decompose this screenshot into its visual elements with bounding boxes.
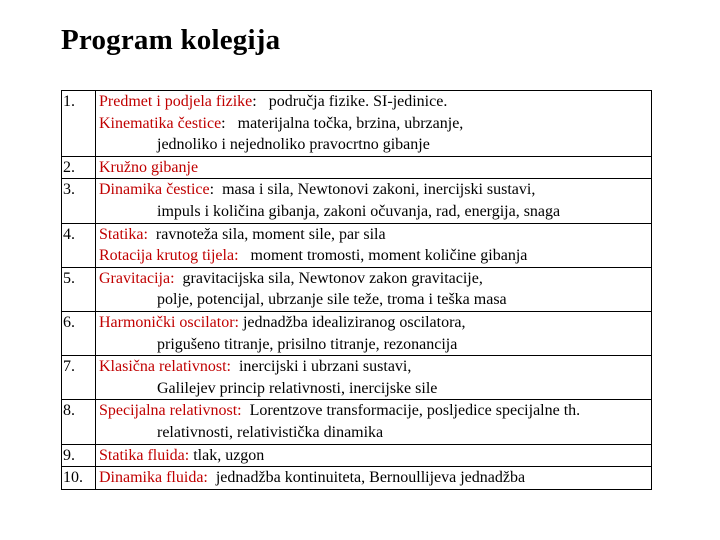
topic-description: moment tromosti, moment količine gibanja [238,247,528,265]
table-row [62,91,652,157]
topic-description: jednadžba idealiziranog oscilatora, [238,313,466,331]
topic-label: Dinamika čestice [99,181,210,199]
topic-description: područja fizike. SI-jedinice. [256,93,448,110]
table-row [62,311,652,355]
content-line [99,400,651,422]
content-line [99,334,651,356]
topic-description: jednoliko i nejednoliko pravocrtno gibanje [157,136,430,154]
table-row [62,444,652,467]
topic-description: materijalna točka, brzina, ubrzanje, [225,114,464,132]
content-line [99,467,651,489]
content-line [99,179,651,201]
topic-description: polje, potencijal, ubrzanje sile teže, troma i teška masa [157,291,507,309]
topic-label: Specijalna relativnost: [99,402,242,420]
topic-label: Rotacija krutog tijela: [99,247,239,265]
topic-description: relativnosti, relativistička dinamika [157,423,384,441]
item-content [96,156,652,179]
topic-label: Klasična relativnost: [99,358,231,376]
topic-label: Dinamika fluida: [99,469,208,487]
table-row [62,356,652,400]
item-number: 2. [62,156,96,179]
topic-label: Gravitacija: [99,269,175,287]
content-line [99,268,651,290]
table-row [62,467,652,490]
page-title: Program kolegija [61,24,281,56]
item-number: 8. [62,400,96,444]
item-content [96,223,652,267]
content-line [99,445,651,467]
item-content [96,444,652,467]
item-number: 5. [62,267,96,311]
item-number: 1. [62,91,96,157]
content-line [99,378,651,400]
topic-description: inercijski i ubrzani sustavi, [230,358,412,376]
content-line [99,91,651,113]
label-suffix: : [221,114,226,132]
table-row [62,267,652,311]
content-line [99,157,651,179]
content-line [99,312,651,334]
topic-description: tlak, uzgon [189,446,265,464]
topic-label: Kružno gibanje [99,158,199,176]
topic-label: Kinematika čestice [99,114,222,132]
content-line [99,422,651,444]
topic-description: jednadžba kontinuiteta, Bernoullijeva jednadžba [207,469,526,487]
item-number: 4. [62,223,96,267]
item-content [96,267,652,311]
topic-label: Predmet i podjela fizike [99,93,253,110]
topic-description: Lorentzove transformacije, posljedice specijalne th. [241,402,581,420]
content-line [99,289,651,311]
table-row [62,223,652,267]
table-body [62,91,652,490]
item-number: 9. [62,444,96,467]
table-row [62,179,652,223]
item-content [96,400,652,444]
item-number: 7. [62,356,96,400]
topic-label: Statika fluida: [99,446,190,464]
content-line [99,113,651,135]
item-content [96,356,652,400]
item-number: 6. [62,311,96,355]
table-row [62,156,652,179]
content-line [99,134,651,156]
topic-description: masa i sila, Newtonovi zakoni, inercijski sustavi, [214,181,536,199]
topic-description: Galilejev princip relativnosti, inercijske sile [157,379,438,397]
content-line [99,356,651,378]
topic-description: impuls i količina gibanja, zakoni očuvanja, rad, energija, snaga [157,202,561,220]
topic-description: prigušeno titranje, prisilno titranje, rezonancija [157,335,458,353]
topic-description: gravitacijska sila, Newtonov zakon gravitacije, [174,269,483,287]
item-content [96,311,652,355]
item-number: 3. [62,179,96,223]
item-content [96,179,652,223]
item-number: 10. [62,467,96,490]
item-content [96,467,652,490]
content-line [99,201,651,223]
topic-label: Statika: [99,225,148,243]
course-program-table [61,90,652,490]
content-line [99,224,651,246]
label-suffix: : [209,181,215,199]
item-content [96,91,652,157]
label-suffix: : [252,93,257,110]
topic-label: Harmonički oscilator: [99,313,239,331]
topic-description: ravnoteža sila, moment sile, par sila [147,225,386,243]
table-row [62,400,652,444]
content-line [99,245,651,267]
